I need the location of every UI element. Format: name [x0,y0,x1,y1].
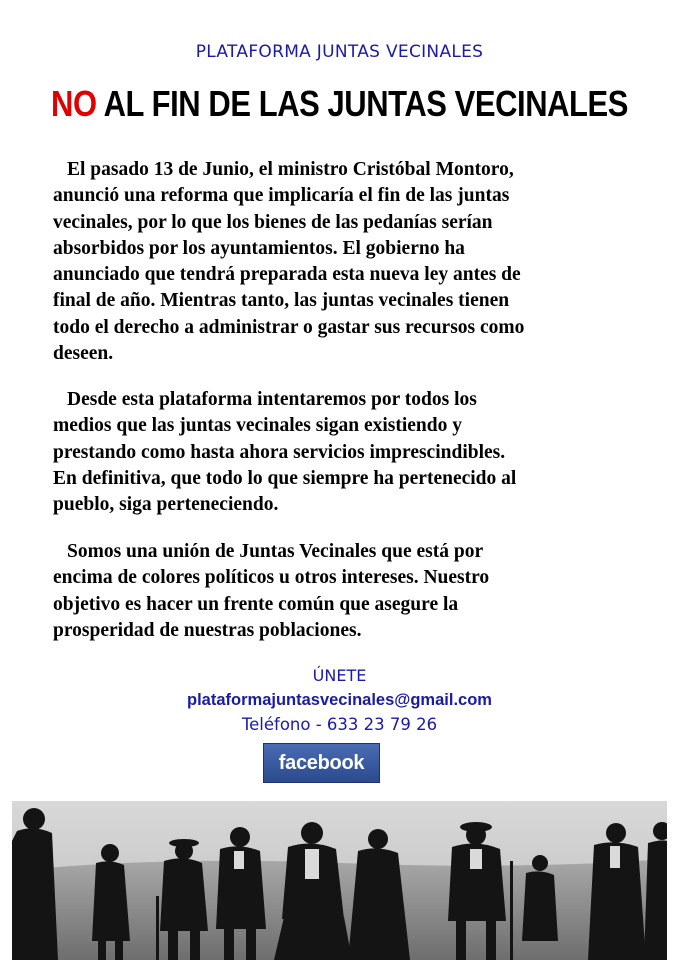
paragraph-3 [53,539,613,644]
paragraph-line: encima de colores políticos u otros intereses. Nuestro [53,567,490,589]
paragraph-line: En definitiva, que todo lo que siempre ha pertenecido al [53,467,517,489]
paragraph-line: anunciado que tendrá preparada esta nueva ley antes de [53,264,521,286]
phone-number: Teléfono - 633 23 79 26 [241,715,438,734]
paragraph-line: medios que las juntas vecinales sigan existiendo y [53,415,462,437]
headline-rest: AL FIN DE LAS JUNTAS VECINALES [96,83,628,124]
paragraph-line: vecinales, por lo que los bienes de las pedanías serían [53,211,493,233]
paragraph-line: prestando como hasta ahora servicios imprescindibles. [53,441,506,463]
historical-photo [12,801,667,960]
paragraph-line: objetivo es hacer un frente común que asegure la [53,593,459,615]
organization-title: PLATAFORMA JUNTAS VECINALES [195,42,484,62]
paragraph-line: anunció una reforma que implicaría el fin de las juntas [53,185,510,207]
facebook-button[interactable]: facebook [263,743,380,783]
email-link[interactable]: plataformajuntasvecinales@gmail.com [187,691,492,709]
paragraph-2 [53,387,613,518]
paragraph-line: pueblo, siga perteneciendo. [53,494,279,516]
photo-illustration [12,801,667,960]
paragraph-line: Desde esta plataforma intentaremos por todos los [67,389,477,410]
paragraph-line: prosperidad de nuestras poblaciones. [53,619,362,641]
paragraph-line: El pasado 13 de Junio, el ministro Cristóbal Montoro, [67,159,514,180]
paragraph-line: final de año. Mientras tanto, las juntas vecinales tienen [53,290,510,312]
paragraph-line: todo el derecho a administrar o gastar sus recursos como [53,316,525,338]
paragraph-line: absorbidos por los ayuntamientos. El gobierno ha [53,237,465,259]
headline-no: NO [51,83,97,124]
headline [48,83,632,125]
join-label: ÚNETE [312,666,367,685]
paragraph-1 [53,157,613,367]
paragraph-line: Somos una unión de Juntas Vecinales que está por [67,541,484,562]
paragraph-line: deseen. [53,343,114,365]
